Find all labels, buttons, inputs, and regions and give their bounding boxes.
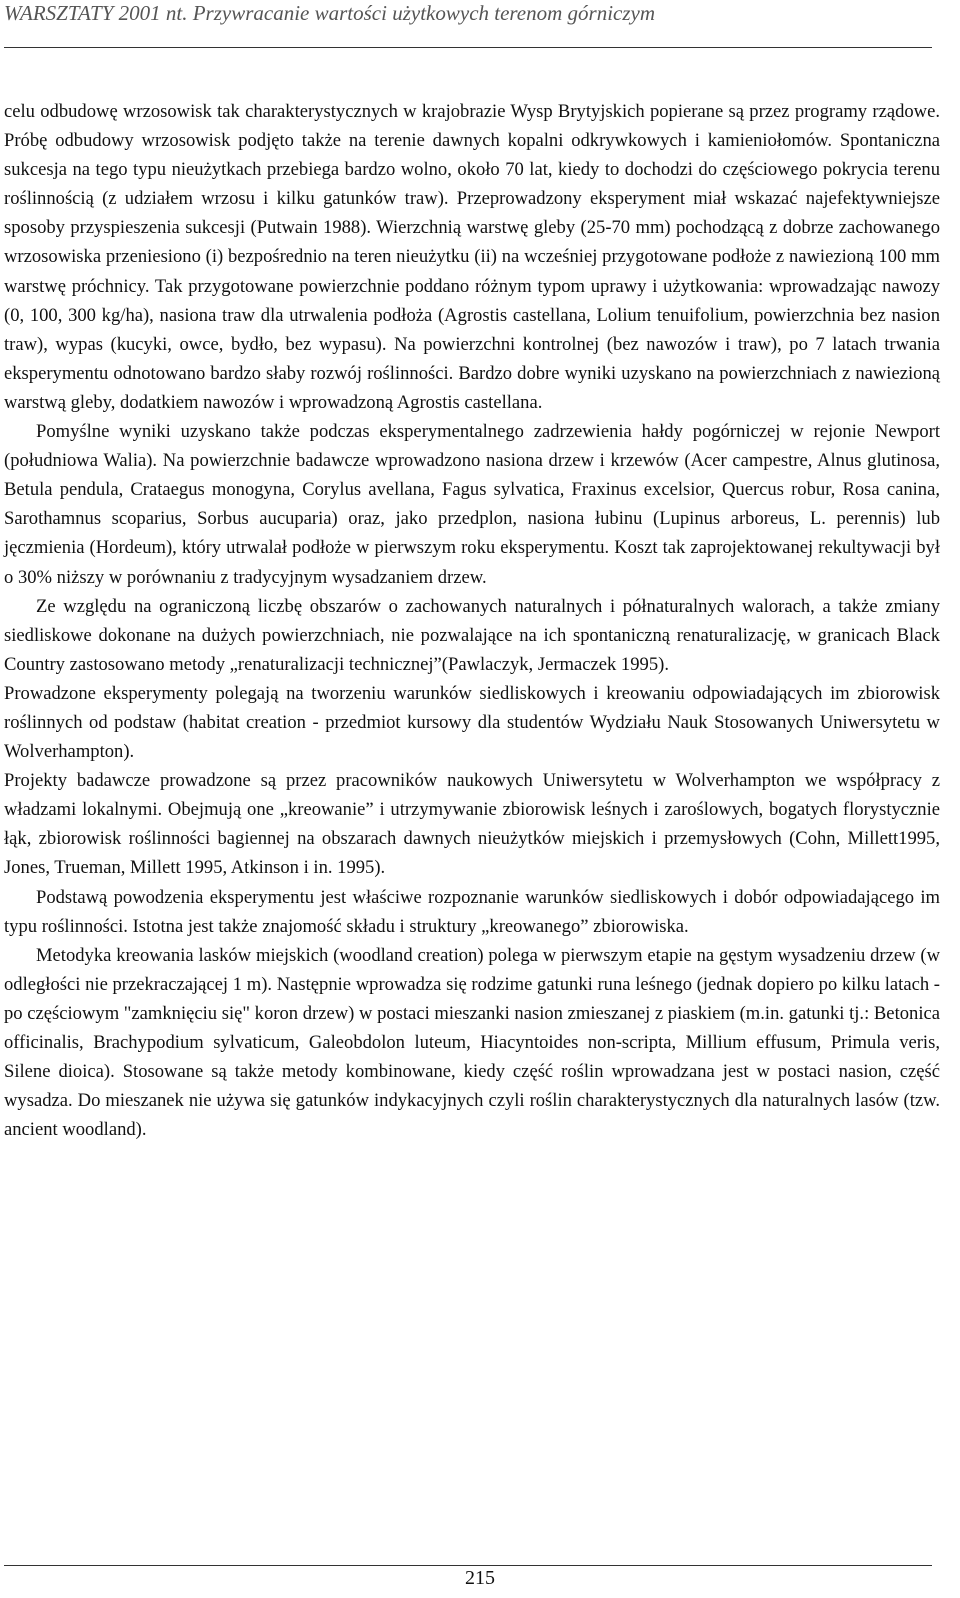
body-text — [4, 97, 940, 1144]
paragraph: Metodyka kreowania lasków miejskich (woodland creation) polega w pierwszym etapie na gęstym wysadzeniu drzew (w odległości nie przekraczającej 1 m). Następnie wprowadza się rodzime gatunki runa leśnego (jednak dopiero po kilku latach - po częściowym "zamknięciu się" koron drzew) w postaci mieszanki nasion zmieszanej z piaskiem (m.in. gatunki tj.: Betonica officinalis, Brachypodium sylvaticum, Galeobdolon luteum, Hiacyntoides non-scripta, Millium effusum, Primula veris, Silene dioica). Stosowane są także metody kombinowane, kiedy część roślin wprowadzana jest w postaci nasion, część wysadza. Do mieszanek nie używa się gatunków indykacyjnych czyli roślin charakterystycznych dla naturalnych lasów (tzw. ancient woodland). — [4, 944, 940, 1141]
paragraph: Prowadzone eksperymenty polegają na tworzeniu warunków siedliskowych i kreowaniu odpowiadających im zbiorowisk roślinnych od podstaw (habitat creation - przedmiot kursowy dla studentów Wydziału Nauk Stosowanych Uniwersytetu w Wolverhampton). — [4, 682, 940, 763]
paragraph: Pomyślne wyniki uzyskano także podczas eksperymentalnego zadrzewienia hałdy pogórniczej w rejonie Newport (południowa Walia). Na powierzchnie badawcze wprowadzono nasiona drzew i krzewów (Acer campestre, Alnus glutinosa, Betula pendula, Crataegus monogyna, Corylus avellana, Fagus sylvatica, Fraxinus excelsior, Quercus robur, Rosa canina, Sarothamnus scoparius, Sorbus aucuparia) oraz, jako przedplon, nasiona łubinu (Lupinus arboreus, L. perennis) lub jęczmienia (Hordeum), który utrwalał podłoże w pierwszym roku eksperymentu. Koszt tak zaprojektowanej rekultywacji był o 30% niższy w porównaniu z tradycyjnym wysadzaniem drzew. — [4, 421, 940, 588]
footer-rule — [4, 1565, 932, 1566]
header-rule — [4, 47, 932, 48]
running-header: WARSZTATY 2001 nt. Przywracanie wartości użytkowych terenom górniczym — [4, 1, 656, 25]
paragraph: Podstawą powodzenia eksperymentu jest właściwe rozpoznanie warunków siedliskowych i dobór odpowiadającego im typu roślinności. Istotna jest także znajomość składu i struktury „kreowanego” zbiorowiska. — [4, 886, 940, 937]
page-number: 215 — [465, 1567, 495, 1589]
paragraph: Projekty badawcze prowadzone są przez pracowników naukowych Uniwersytetu w Wolverhampton we współpracy z władzami lokalnymi. Obejmują one „kreowanie” i utrzymywanie zbiorowisk leśnych i zaroślowych, bogatych florystycznie łąk, zbiorowisk roślinności bagiennej na obszarach dawnych nieużytków miejskich i przemysłowych (Cohn, Millett1995, Jones, Trueman, Millett 1995, Atkinson i in. 1995). — [4, 770, 940, 879]
paragraph: Ze względu na ograniczoną liczbę obszarów o zachowanych naturalnych i półnaturalnych walorach, a także zmiany siedliskowe dokonane na dużych powierzchniach, nie pozwalające na ich spontaniczną renaturalizację, w granicach Black Country zastosowano metody „renaturalizacji technicznej”(Pawlaczyk, Jermaczek 1995). — [4, 595, 940, 675]
paragraph: celu odbudowę wrzosowisk tak charakterystycznych w krajobrazie Wysp Brytyjskich popierane są przez programy rządowe. Próbę odbudowy wrzosowisk podjęto także na terenie dawnych kopalni odkrywkowych i kamieniołomów. Spontaniczna sukcesja na tego typu nieużytkach przebiega bardzo wolno, około 70 lat, kiedy to dochodzi do częściowego pokrycia terenu roślinnością (z udziałem wrzosu i kilku gatunków traw). Przeprowadzony eksperyment miał wskazać najefektywniejsze sposoby przyspieszenia sukcesji (Putwain 1988). Wierzchnią warstwę gleby (25-70 mm) pochodzącą z dobrze zachowanego wrzosowiska przeniesiono (i) bezpośrednio na teren nieużytku (ii) na wcześniej przygotowane podłoże z nawiezioną 100 mm warstwę próchnicy. Tak przygotowane powierzchnie poddano różnym typom uprawy i użytkowania: wprowadzając nawozy (0, 100, 300 kg/ha), nasiona traw dla utrwalenia podłoża (Agrostis castellana, Lolium tenuifolium, powierzchnia bez nasion traw), wypas (kucyki, owce, bydło, bez wypasu). Na powierzchni kontrolnej (bez nawozów i traw), po 7 latach trwania eksperymentu odnotowano bardzo słaby rozwój roślinności. Bardzo dobre wyniki uzyskano na powierzchniach z nawiezioną warstwą gleby, dodatkiem nawozów i wprowadzoną Agrostis castellana. — [4, 101, 940, 413]
